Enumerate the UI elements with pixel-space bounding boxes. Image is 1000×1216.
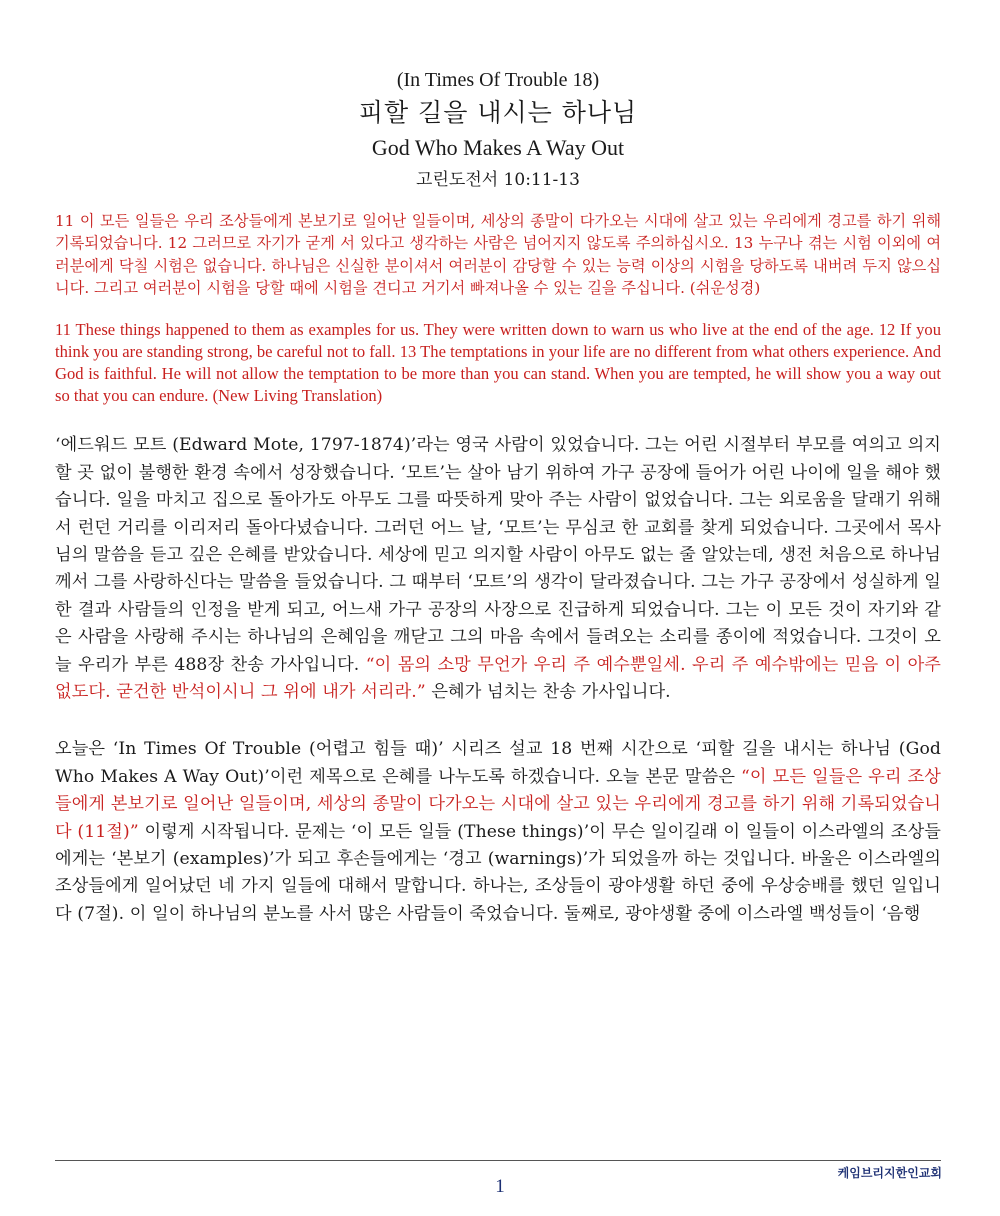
sermon-header [55,66,941,194]
para2-end: 이렇게 시작됩니다. 문제는 ‘이 모든 일들 (These things)’이 무슨 일이길래 이 일들이 이스라엘의 조상들에게는 ‘본보기 (examples)’가 되고 후손들에게는 ‘경고 (warnings)’가 되었을까 하는 것입니다. 바울은 이스라엘의 조상들에게 일어났던 네 가지 일들에 대해서 말합니다. 하나는, 조상들이 광야생활 하던 중에 우상숭배를 했던 일입니다 (7절). 이 일이 하나님의 분노를 사서 많은 사람들이 죽었습니다. 둘째로, 광야생활 중에 이스라엘 백성들이 ‘음행 [55,821,942,924]
body-paragraph-2 [55,736,941,928]
footer-divider [55,1160,941,1161]
scripture-reference: 고린도전서 10:11-13 [416,170,580,190]
scripture-english: 11 These things happened to them as examples for us. They were written down to warn us who live at the end of the age. 12 If you think you are standing strong, be careful not to fall. 13 The temptations in your life are no different from what others experience. And God is faithful. He will not allow the temptation to be more than you can stand. When you are tempted, he will show you a way out so that you can endure. (New Living Translation) [55,320,941,405]
para1-end: 은혜가 넘치는 찬송 가사입니다. [425,682,671,703]
scripture-korean: 11 이 모든 일들은 우리 조상들에게 본보기로 일어난 일들이며, 세상의 종말이 다가오는 시대에 살고 있는 우리에게 경고를 하기 위해 기록되었습니다. 12 그러므로 자기가 굳게 서 있다고 생각하는 사람은 넘어지지 않도록 주의하십시오. 13 누구나 겪는 시험 이외에 여러분에게 닥칠 시험은 없습니다. 하나님은 신실한 분이셔서 여러분이 감당할 수 있는 능력 이상의 시험을 당하도록 내버려 두지 않으십니다. 그리고 여러분이 시험을 당할 때에 시험을 견디고 거기서 빠져나올 수 있는 길을 주십니다. (쉬운성경) [55,212,941,297]
body-paragraph-1 [55,432,941,706]
title-korean: 피할 길을 내시는 하나님 [358,98,638,127]
document-page [55,66,941,928]
church-name: 케임브리지한인교회 [837,1166,942,1180]
page-number: 1 [495,1176,505,1197]
text-quote: “이 모든 일들은 우리 조상들에게 본보기로 일어난 일들이며, 세상의 종말이 다가오는 시대에 살고 있는 우리에게 경고를 하기 위해 기록되었습니다 (11절)” [55,766,941,842]
para2-start: 오늘은 ‘In Times Of Trouble (어렵고 힘들 때)’ 시리즈 설교 18 번째 시간으로 ‘피할 길을 내시는 하나님 (God Who Makes A Way Out)’이런 제목으로 은혜를 나누도록 하겠습니다. 오늘 본문 말씀은 [55,739,941,787]
series-label: (In Times Of Trouble 18) [396,69,600,91]
title-english: God Who Makes A Way Out [371,135,625,160]
hymn-quote: “이 몸의 소망 무언가 우리 주 예수뿐일세. 우리 주 예수밖에는 믿음 이 아주 없도다. 굳건한 반석이시니 그 위에 내가 서리라.” [55,654,941,703]
para1-text: ‘에드워드 모트 (Edward Mote, 1797-1874)’라는 영국 사람이 있었습니다. 그는 어린 시절부터 부모를 여의고 의지할 곳 없이 불행한 환경 속에서 성장했습니다. ‘모트’는 살아 남기 위하여 가구 공장에 들어가 어린 나이에 일을 해야 했습니다. 일을 마치고 집으로 돌아가도 아무도 그를 따뜻하게 맞아 주는 사람이 없었습니다. 그는 외로움을 달래기 위해서 런던 거리를 이리저리 돌아다녔습니다. 그러던 어느 날, ‘모트’는 무심코 한 교회를 찾게 되었습니다. 그곳에서 목사님의 말씀을 듣고 깊은 은혜를 받았습니다. 세상에 믿고 의지할 사람이 아무도 없는 줄 알았는데, 생전 처음으로 하나님께서 그를 사랑하신다는 말씀을 들었습니다. 그 때부터 ‘모트’의 생각이 달라졌습니다. 그는 가구 공장에서 성실하게 일한 결과 사람들의 인정을 받게 되고, 어느새 가구 공장의 사장으로 진급하게 되었습니다. 그는 이 모든 것이 자기와 같은 사람을 사랑해 주시는 하나님의 은혜임을 깨닫고 그의 마음 속에서 들려오는 소리를 종이에 적었습니다. 그것이 오늘 우리가 부른 488장 찬송 가사입니다. [55,435,941,675]
